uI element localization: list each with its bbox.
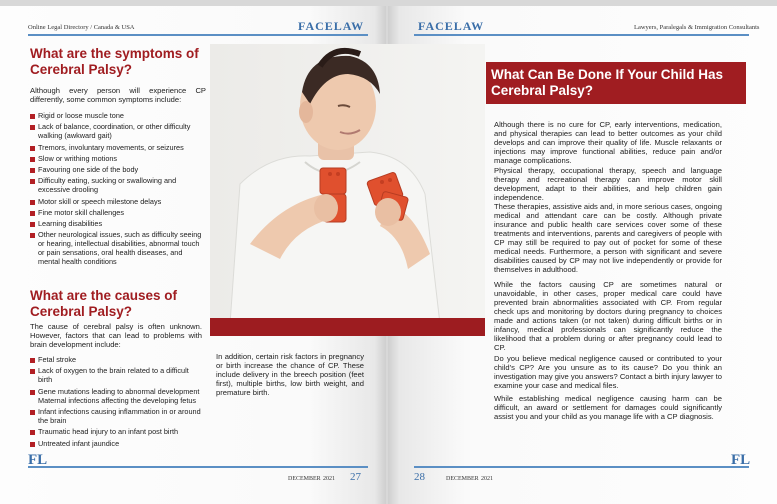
left-footer-month: DECEMBER <box>288 476 321 482</box>
facelaw-logo: FL <box>731 452 751 468</box>
causes-list <box>30 356 204 451</box>
symptoms-intro: Although every person will experience CP differently, some common symptoms include: <box>30 86 206 104</box>
causes-intro: The cause of cerebral palsy is often unknown. However, factors that can lead to problems with brain development include: <box>30 322 202 349</box>
list-item: Favouring one side of the body <box>30 166 202 175</box>
right-footer-year: 2021 <box>481 476 493 482</box>
paragraph: While the factors causing CP are sometimes natural or unavoidable, in other cases, proper medical care could have prevented brain abnormalities associated with CP. From regular check ups and monitoring by doctors during pregnancy to choices made and actions taken (or not taken) during difficult births or in infancy, medical professionals can significantly reduce the likelihood that a problem during or after pregnancy could lead to CP. <box>494 280 722 352</box>
bullet-square-icon <box>30 146 35 151</box>
list-item: Lack of oxygen to the brain related to a difficult birth <box>30 367 204 385</box>
right-title-box <box>486 62 746 104</box>
bullet-square-icon <box>30 390 35 395</box>
list-item: Slow or writhing motions <box>30 155 202 164</box>
paragraph: Physical therapy, occupational therapy, speech and language therapy and recreational therapy can improve motor skill development, adapt to their abilities, and help children gain independence. <box>494 166 722 202</box>
left-header-rule <box>28 34 368 36</box>
paragraph: While establishing medical negligence causing harm can be difficult, an award or settlement for damages could significantly assist you and your child as you manage life with a CP diagnosis. <box>494 394 722 421</box>
list-item: Fine motor skill challenges <box>30 209 202 218</box>
symptoms-list <box>30 112 202 270</box>
bullet-square-icon <box>30 168 35 173</box>
boy-with-blocks-photo <box>210 44 485 324</box>
right-header-rule <box>414 34 749 36</box>
list-item: Traumatic head injury to an infant post birth <box>30 428 204 437</box>
symptoms-heading: What are the symptoms of Cerebral Palsy? <box>30 46 199 77</box>
right-footer-month: DECEMBER <box>446 476 479 482</box>
right-footer-rule <box>414 466 749 468</box>
list-item: Gene mutations leading to abnormal development <box>30 388 204 397</box>
bullet-square-icon <box>30 233 35 238</box>
bullet-square-icon <box>30 369 35 374</box>
paragraph: Do you believe medical negligence caused or contributed to your child's CP? Are you unsure as to its cause? Do you think an investigation may give you answers? Contact a birth injury lawyer to examine your case and medical files. <box>494 354 722 390</box>
list-item: Maternal infections affecting the developing fetus <box>38 395 197 405</box>
bullet-square-icon <box>30 430 35 435</box>
list-item: Tremors, involuntary movements, or seizures <box>30 144 202 153</box>
bullet-square-icon <box>30 222 35 227</box>
left-footer-year: 2021 <box>323 476 335 482</box>
left-brand: FACELAW <box>298 19 365 33</box>
list-item: Lack of balance, coordination, or other difficulty walking (awkward gait) <box>30 123 202 141</box>
bullet-square-icon <box>30 157 35 162</box>
list-item: Difficulty eating, sucking or swallowing and excessive drooling <box>30 177 202 195</box>
risk-factors-text: In addition, certain risk factors in pregnancy or birth increase the chance of CP. These include delivery in the breech position (feet first), multiple births, low birth weight, and premature birth. <box>216 352 364 397</box>
right-page-number: 28 <box>414 471 425 483</box>
right-brand: FACELAW <box>418 19 485 33</box>
bullet-square-icon <box>30 179 35 184</box>
causes-heading: What are the causes of Cerebral Palsy? <box>30 288 178 319</box>
photo-illustration <box>210 44 485 324</box>
list-item: Infant infections causing inflammation in or around the brain <box>30 408 204 426</box>
list-item: Learning disabilities <box>30 220 202 229</box>
bullet-square-icon <box>30 200 35 205</box>
left-header-text: Online Legal Directory / Canada & USA <box>28 24 135 31</box>
bullet-square-icon <box>30 358 35 363</box>
right-header-text: Lawyers, Paralegals & Immigration Consultants <box>634 24 760 31</box>
bullet-square-icon <box>30 125 35 130</box>
list-item: Other neurological issues, such as difficulty seeing or hearing, intellectual disabilities, abnormal touch or pain sensations, oral health diseases, and mental health conditions <box>30 231 202 267</box>
bullet-square-icon <box>30 410 35 415</box>
bullet-square-icon <box>30 442 35 447</box>
list-item: Rigid or loose muscle tone <box>30 112 202 121</box>
bullet-square-icon <box>30 114 35 119</box>
list-item: Fetal stroke <box>30 356 204 365</box>
paragraph: These therapies, assistive aids and, in more serious cases, ongoing medical and attendant care can be costly. Although private insurance and public health care services cover some of these treatments and interventions, parents and caregivers of people with CP may still be required to pay out of pocket for some of these medical needs. Furthermore, a person with significant and severe disabilities caused by CP may not live independently or provide for themselves in adulthood. <box>494 202 722 274</box>
photo-red-band <box>210 318 485 336</box>
left-page-number: 27 <box>350 471 361 483</box>
right-page-title: What Can Be Done If Your Child Has Cerebral Palsy? <box>491 67 724 98</box>
left-footer-rule <box>28 466 368 468</box>
facelaw-logo: FL <box>28 452 48 468</box>
paragraph: Although there is no cure for CP, early interventions, medication, and physical therapies can lead to better outcomes as your child develops and can improve their quality of life. Muscle relaxants or injections may improve functional abilities, reduce pain and/or manage complications. <box>494 120 722 165</box>
bullet-square-icon <box>30 211 35 216</box>
list-item: Motor skill or speech milestone delays <box>30 198 202 207</box>
list-item: Untreated infant jaundice <box>30 440 204 449</box>
